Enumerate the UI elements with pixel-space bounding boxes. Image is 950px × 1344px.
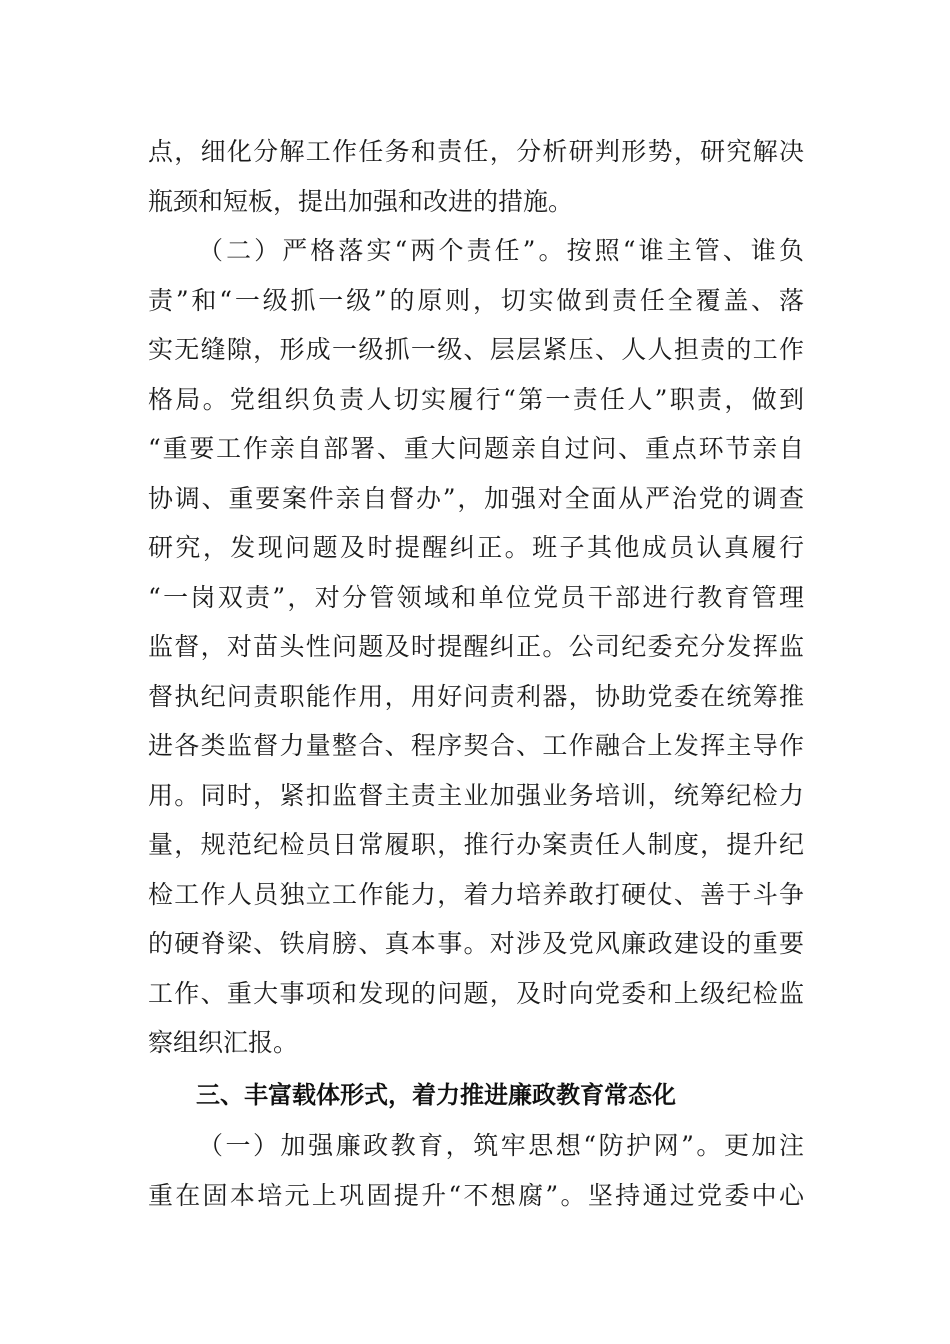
- paragraph-line: 格局。党组织负责人切实履行“第一责任人”职责，做到: [148, 385, 804, 414]
- paragraph-line: 点，细化分解工作任务和责任，分析研判形势，研究解决: [148, 137, 804, 166]
- paragraph-line: “一岗双责”，对分管领域和单位党员干部进行教育管理: [148, 583, 804, 612]
- paragraph-line: 督执纪问责职能作用，用好问责利器，协助党委在统筹推: [148, 682, 804, 711]
- paragraph-line: 工作、重大事项和发现的问题，及时向党委和上级纪检监: [148, 979, 804, 1008]
- paragraph-line: 用。同时，紧扣监督主责主业加强业务培训，统筹纪检力: [148, 781, 804, 810]
- paragraph-line: 进各类监督力量整合、程序契合、工作融合上发挥主导作: [148, 731, 804, 760]
- paragraph-line: 监督，对苗头性问题及时提醒纠正。公司纪委充分发挥监: [148, 632, 804, 661]
- paragraph-line: 量，规范纪检员日常履职，推行办案责任人制度，提升纪: [148, 830, 804, 859]
- paragraph-line: 重在固本培元上巩固提升“不想腐”。坚持通过党委中心: [148, 1181, 804, 1210]
- paragraph-line: 实无缝隙，形成一级抓一级、层层紧压、人人担责的工作: [148, 335, 804, 364]
- paragraph-line: （二）严格落实“两个责任”。按照“谁主管、谁负: [198, 236, 804, 265]
- paragraph-line: 的硬脊梁、铁肩膀、真本事。对涉及党风廉政建设的重要: [148, 929, 804, 958]
- paragraph-line: 协调、重要案件亲自督办”，加强对全面从严治党的调查: [148, 484, 804, 513]
- paragraph-line: 检工作人员独立工作能力，着力培养敢打硬仗、善于斗争: [148, 880, 804, 909]
- paragraph-line: 责”和“一级抓一级”的原则，切实做到责任全覆盖、落: [148, 286, 804, 315]
- paragraph-line: （一）加强廉政教育，筑牢思想“防护网”。更加注: [198, 1131, 804, 1160]
- paragraph-line: “重要工作亲自部署、重大问题亲自过问、重点环节亲自: [148, 434, 804, 463]
- paragraph-line: 瓶颈和短板，提出加强和改进的措施。: [148, 187, 574, 216]
- paragraph-line: 研究，发现问题及时提醒纠正。班子其他成员认真履行: [148, 533, 804, 562]
- paragraph-line: 察组织汇报。: [148, 1028, 299, 1057]
- section-heading: 三、丰富载体形式，着力推进廉政教育常态化: [196, 1081, 676, 1109]
